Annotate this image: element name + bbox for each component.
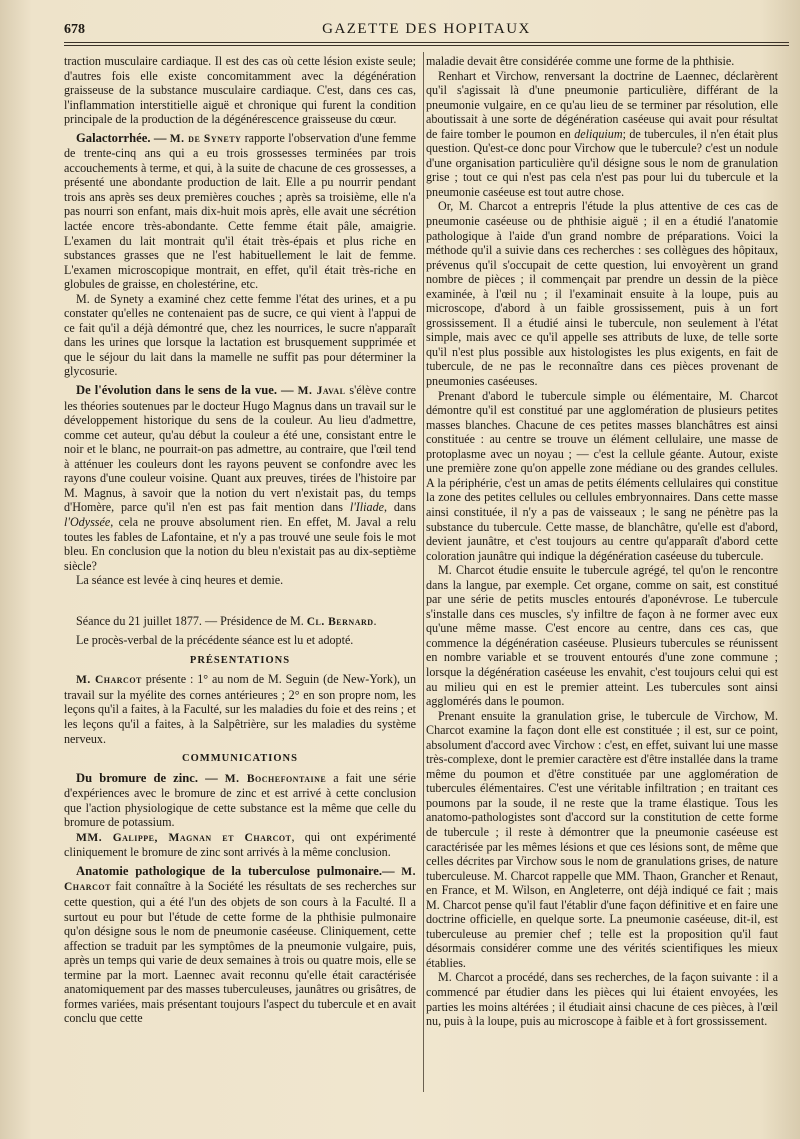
communications-title: COMMUNICATIONS xyxy=(182,753,298,765)
paragraph-text: , cela ne prouve absolument rien. En effet, M. Javal a relu toutes les fables de Lafontaine, et n'y a pas trouvé une seule fois le mot bleu. En conclusion que la notion du bleu n'existait pas au dix-septième siècle? xyxy=(64,514,416,573)
paragraph-text: ; de tubercules, il n'en était plus question. Qu'est-ce donc pour Virchow que le tubercule? c'est un nodule d'une organisation particulière qu'il désigne sous le nom de granulation grise ; tout ce qui n'est pas cela n'est pas pour lui du tubercule et la pneumonie caséeuse est tout autre chose. xyxy=(426,126,778,199)
paragraph-evolution xyxy=(64,383,416,573)
page-number: 678 xyxy=(64,22,85,37)
paragraph-methode: Or, M. Charcot a entrepris l'étude la plus attentive de ces cas de pneumonie caséeuse ou de phthisie aiguë ; il en a étudié l'anatomie pathologique à l'aide d'un grand nombre de préparations. Voici la méthode qu'il a suivie dans ces recherches : ses collègues des hôpitaux, prévenus qu'il s'occupait de cette question, lui envoyèrent un grand nombre de pièces ; il commençait par prendre un dessin de la pièce examinée, à l'œil nu ; il l'examinait ensuite à la loupe, puis au microscope, d'abord à un faible grossissement, puis à un fort grossissement. Il a étudié ainsi le tubercule, non seulement à l'état simple, mais avec ce qu'il appelle ses attributs de luxe, de telle sorte qu'il n'est plus possible aux histologistes les plus exigents, en fait de tubercule, de ne pas le reconnaître dans ces pièces provenant de pneumonies caséeuses. xyxy=(426,199,778,389)
paragraph-virchow xyxy=(426,69,778,200)
header-rule-bottom xyxy=(64,45,789,46)
section-heading-evolution: De l'évolution dans le sens de la vue. — xyxy=(76,383,294,398)
right-column xyxy=(426,54,778,1100)
session-closing: La séance est levée à cinq heures et demie. xyxy=(76,573,284,588)
left-column xyxy=(64,54,416,1100)
paragraph-text: présente : 1° au nom de M. Seguin (de New-York), un travail sur la myélite des cornes antérieures ; 2° en son propre nom, les leçons qu'il a faites, à la Faculté, sur les maladies du foie et des reins ; et les leçons qu'il a faites, à la Salpêtrière, sur les maladies du système nerveux. xyxy=(64,672,416,746)
author-names: MM. Galippe, Magnan et Charcot xyxy=(76,831,292,844)
paragraph-text: a fait une série d'expériences avec le bromure de zinc et est arrivé à cette conclusion que l'action physiologique de cette substance est la même que celle du bromure de potassium. xyxy=(64,770,416,830)
section-heading-anatomie: Anatomie pathologique de la tuberculose pulmonaire.— xyxy=(76,863,395,878)
paragraph-text: Renhart et Virchow, renversant la doctrine de Laennec, déclarèrent qu'il s'agissait là d'une pneumonie particulière, différant de la pneumonie vulgaire, en ce qu'au lieu de se terminer par résolution, elle aboutissait à une sorte de dégénération caséeuse qui avait pour résultat de faire tomber le poumon en xyxy=(426,68,778,141)
latin-term: deliquium xyxy=(574,126,623,141)
author-name: M. Javal xyxy=(297,385,346,398)
section-heading-bromure: Du bromure de zinc. — xyxy=(76,770,218,785)
paragraph-galippe xyxy=(64,830,416,860)
paragraph-continued: traction musculaire cardiaque. Il est des cas où cette lésion existe seule; d'autres fois elle existe concomitamment avec la dégénération graisseuse de la substance musculaire cardiaque. C'est, dans ces cas, l'inflammation interstitielle aiguë et chronique qui furent la condition principale de la production de la dégénérescence graisseuse du cœur. xyxy=(64,54,416,127)
section-heading-galactorrhee: Galactorrhée. — xyxy=(76,130,167,145)
page-header xyxy=(64,18,789,42)
column-divider xyxy=(423,52,424,1092)
paragraph-tubercule-agrege: M. Charcot étudie ensuite le tubercule agrégé, tel qu'on le rencontre dans la langue, par exemple. Cet organe, comme on sait, est constitué par une série de petits muscles entourés d'aponévrose. Le tubercule s'installe dans ces muscles, s'y infiltre de façon à ne former avec eux qu'une même masse. C'est encore au centre, dans ces cas, que commence la dégénération caséeuse. Plusieurs tubercules se réunissent en nombre variable et se trouvent entourés d'une zone commune ; lorsque la dégénération caséeuse les envahit, c'est toujours celui qui est au milieu qui en est le premier atteint. Les tubercules sont ainsi agglomérés dans le poumon. xyxy=(426,563,778,709)
president-name: Cl. Bernard xyxy=(306,615,374,628)
work-title: l'Iliade xyxy=(349,500,384,515)
session-heading xyxy=(64,614,416,630)
session-punct: . xyxy=(373,613,377,628)
work-title: l'Odyssée xyxy=(64,514,111,529)
presentations-title: PRÉSENTATIONS xyxy=(189,654,291,666)
paragraph-text: , qui ont expérimenté cliniquement le bromure de zinc sont arrivés à la même conclusion. xyxy=(64,829,416,860)
spacer xyxy=(64,588,416,614)
author-name: M. Charcot xyxy=(64,865,416,894)
author-name: M. Charcot xyxy=(76,674,142,687)
paragraph-synety: M. de Synety a examiné chez cette femme l'état des urines, et a pu constater qu'elles ne contenaient pas de sucre, ce qui vient à l'appui de ce fait qu'il a déjà démontré que, chez les nourrices, le sucre n'apparaît dans les urines que lorsque la lactation est brusquement supprimée et que le séjour du lait dans la mamelle ne suffit pas pour déterminer la glycosurie. xyxy=(64,291,416,379)
paragraph-bromure xyxy=(64,771,416,830)
paragraph-galactorrhee xyxy=(64,131,416,292)
paragraph-granulation-grise: Prenant ensuite la granulation grise, le tubercule de Virchow, M. Charcot examine la façon dont elle est constituée ; il est, sur ce point, absolument d'accord avec Virchow : c'est, en effet, suivant lui une masse très-complexe, dont le premier caractère est d'être installée dans la trame même du poumon et d'être constituée par une agglomération de tubercules élémentaires. C'est une véritable infiltration ; en traitant ces poumons par la soude, il ne reste que la trame élastique. Tous les anatomo-pathologistes sont d'accord sur la constitution de cette forme de tubercule ; il reste à démontrer que la pneumonie caséeuse est caractérisée par les mêmes lésions et que ces lésions sont, de même que celles décrites par Virchow sous le nom de granulations grises, de nature tuberculeuse. M. Charcot rappelle que MM. Thaon, Grancher et Renaut, en France, et M. Wilson, en Angleterre, ont déjà indiqué ce fait ; mais M. Charcot pense qu'il faut l'établir d'une façon définitive et en faire une doctrine officielle, en quelque sorte. La pneumonie caséeuse, dit-il, est tuberculeuse au premier chef ; telle est la proposition qu'il faut désormais considérer comme une des vérités scientifiques les mieux établies. xyxy=(426,708,778,970)
paragraph-continued: maladie devait être considérée comme une forme de la phthisie. xyxy=(426,54,735,68)
author-name: M. de Synety xyxy=(169,132,242,145)
paragraph-text: rapporte l'observation d'une femme de trente-cinq ans qui a eu trois grossesses terminées par trois accouchements à terme, et qui, à la suite de chacune de ces grossesses, a présenté une abondante production de lait. Elle a pu nourrir pendant trois ans après ses deux premières couches ; après sa troisième, elle n'a pas nourri son enfant, mais dix-huit mois après, elle avait une sécrétion lactée encore très-abondante. Cette femme était pâle, amaigrie. L'examen du lait montrait qu'il était très-épais et plus riche en substances grasses que ne l'est habituellement le lait de femme. L'examen microscopique montrait, en effet, qu'il était très-riche en globules de graisse, en cholestérine, etc. xyxy=(64,130,416,292)
paragraph-text: s'élève contre les théories soutenues par le docteur Hugo Magnus dans un travail sur le développement historique du sens de la couleur. Au lieu d'admettre, comme cet auteur, qu'au début la couleur a été une, consistant entre le noir et le blanc, ne pourrait-on pas admettre, au contraire, que l'œil tend à atténuer les couleurs dont les rayons peuvent se confondre avec les rayons d'une couleur voisine. Quant aux preuves, tirées de l'histoire par M. Magnus, à savoir que la notion du vert n'existait pas, du temps d'Homère, parce qu'il n'en est pas fait mention dans xyxy=(64,383,416,515)
header-rule-top xyxy=(64,42,789,43)
paragraph-text: , dans xyxy=(383,500,416,515)
minutes-adopted: Le procès-verbal de la précédente séance est lu et adopté. xyxy=(76,633,354,648)
paragraph-tubercule-simple: Prenant d'abord le tubercule simple ou élémentaire, M. Charcot démontre qu'il est constitué par une agglomération de plusieurs petites masses blanches. Chacune de ces petites masses blanchâtres est ainsi constituée : au centre se trouve un élément cellulaire, une masse de protoplasme avec un noyau ; — c'est la cellule géante. Autour, existe une première zone qu'on appelle zone médiane ou des grandes cellules. A la périphérie, c'est un amas de petits éléments cellulaires qui constitue la zone des petites cellules ou cellules embryonnaires. Dans cette masse ainsi constituée, il n'y a pas de vaisseaux ; le sang ne pénètre pas la substance du tubercule. Cette masse, de blanchâtre, qu'elle est d'abord, devient jaunâtre, et c'est toujours au centre qu'apparaît d'abord cette coloration jaunâtre qui indique la dégénération caséeuse du tubercule. xyxy=(426,388,778,563)
paragraph-text: fait connaître à la Société les résultats de ses recherches sur cette question, qui a été l'un des objets de son cours à la Faculté. Il a surtout eu pour but l'étude de cette forme de la phthisie pulmonaire qu'on désigne sous le nom de pneumonie caséeuse. Cliniquement, cette affection se traduit par les symptômes de la pneumonie vulgaire, puis, après un temps qui varie de deux semaines à trois ou quatre mois, elle se termine par la mort. Laennec avait reconnu qu'elle était caractérisée anatomiquement par des masses tuberculeuses, jaunâtres ou grisâtres, de formes variées, mais présentant toujours l'aspect du tubercule et en avait conclu que cette xyxy=(64,879,416,1026)
paragraph-procede: M. Charcot a procédé, dans ses recherches, de la façon suivante : il a commencé par étudier dans les pièces qui lui étaient envoyées, les parties les moins altérées ; il étudiait ainsi chacune de ces pièces, à l'œil nu, puis à la loupe, puis au microscope à faible et à fort grossissement. xyxy=(426,970,778,1029)
journal-title: GAZETTE DES HOPITAUX xyxy=(322,21,531,37)
paragraph-anatomie xyxy=(64,864,416,1026)
session-date: Séance du 21 juillet 1877. — Présidence de M. xyxy=(76,613,307,628)
paragraph-presentations xyxy=(64,672,416,746)
author-name: M. Bochefontaine xyxy=(224,772,327,785)
